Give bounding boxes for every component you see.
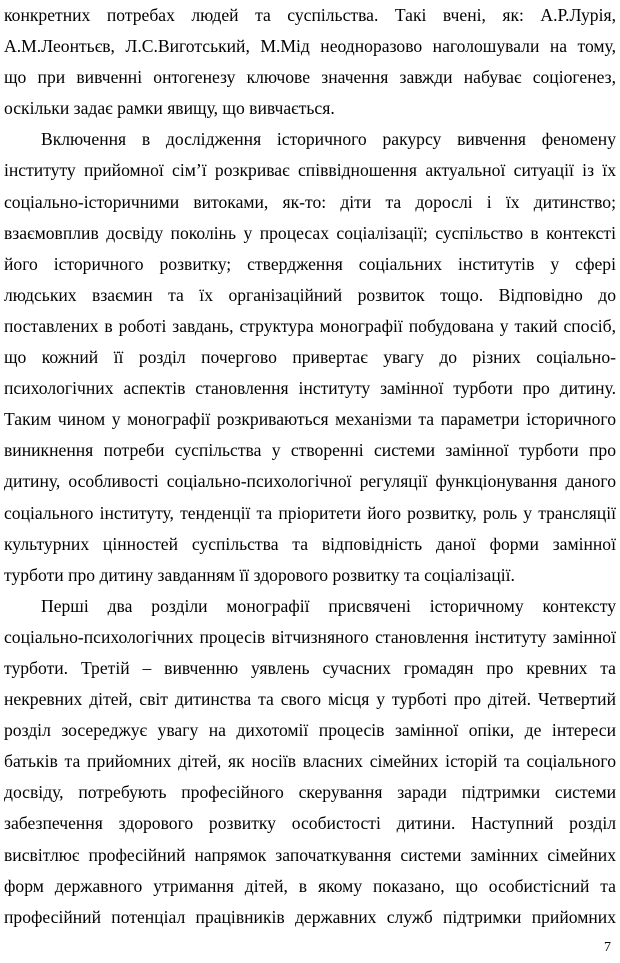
text-line: Таким чином у монографії розкриваються механізми та параметри історичного: [4, 409, 616, 430]
paragraph-1: [4, 0, 616, 124]
text-line: дитину, особливості соціально-психологічної регуляції функціонування даного: [4, 471, 616, 492]
text-line: взаємовплив досвіду поколінь у процесах соціалізації; суспільство в контексті: [4, 222, 616, 243]
text-line: Включення в дослідження історичного ракурсу вивчення феномену: [41, 129, 616, 150]
text-line: соціального інституту, тенденції та пріоритети його розвитку, роль у трансляції: [4, 502, 616, 523]
text-line: забезпечення здорового розвитку особистості дитини. Наступний розділ: [4, 813, 616, 834]
text-line: що при вивченні онтогенезу ключове значення завжди набуває соціогенез,: [4, 67, 616, 88]
page-number: 7: [604, 940, 611, 955]
text-line: оскільки задає рамки явищу, що вивчається.: [4, 98, 335, 119]
text-line: професійний потенціал працівників державних служб підтримки прийомних: [4, 906, 616, 927]
text-line: досвіду, потребують професійного скерування заради підтримки системи: [4, 782, 616, 803]
text-line: турботи. Третій – вивченню уявлень сучасних громадян про кревних та: [4, 657, 616, 678]
text-line: батьків та прийомних дітей, як носіїв власних сімейних історій та соціального: [4, 751, 616, 772]
paragraph-3: [4, 591, 616, 933]
text-line: поставлених в роботі завдань, структура монографії побудована у такий спосіб,: [4, 315, 616, 336]
text-line: людських взаємин та їх організаційний розвиток тощо. Відповідно до: [4, 284, 616, 305]
text-column: [4, 0, 616, 933]
text-line: Перші два розділи монографії присвячені історичному контексту: [41, 595, 616, 616]
text-line: соціально-психологічних процесів вітчизняного становлення інституту замінної: [4, 626, 616, 647]
text-line: розділ зосереджує увагу на дихотомії процесів замінної опіки, де інтереси: [4, 720, 616, 741]
text-line: конкретних потребах людей та суспільства. Такі вчені, як: А.Р.Лурія,: [4, 5, 616, 25]
text-line: форм державного утримання дітей, в якому показано, що особистісний та: [4, 875, 616, 896]
text-line: що кожний її розділ почергово привертає увагу до різних соціально-: [4, 347, 616, 368]
text-line: соціально-історичними витоками, як-то: діти та дорослі і їх дитинство;: [4, 191, 616, 212]
text-line: культурних цінностей суспільства та відповідність даної форми замінної: [4, 533, 616, 554]
text-line: інституту прийомної сім’ї розкриває співвідношення актуальної ситуації із їх: [4, 160, 616, 181]
paragraph-2: [4, 124, 616, 590]
text-line: психологічних аспектів становлення інституту замінної турботи про дитину.: [4, 378, 616, 399]
text-line: його історичного розвитку; ствердження соціальних інститутів у сфері: [4, 253, 616, 274]
text-line: некревних дітей, світ дитинства та свого місця у турботі про дітей. Четвертий: [4, 689, 616, 710]
text-line: А.М.Леонтьєв, Л.С.Виготський, М.Мід неодноразово наголошували на тому,: [4, 36, 616, 57]
text-line: виникнення потреби суспільства у створенні системи замінної турботи про: [4, 440, 616, 461]
text-line: турботи про дитину завданням її здорового розвитку та соціалізації.: [4, 564, 515, 585]
text-line: висвітлює професійний напрямок започаткування системи замінних сімейних: [4, 844, 616, 865]
